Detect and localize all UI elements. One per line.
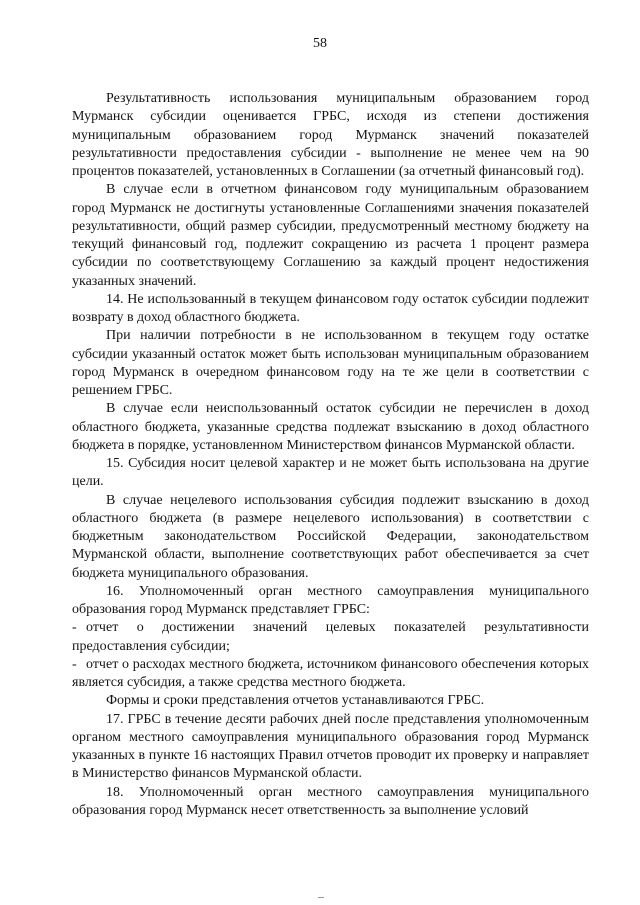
list-item-text: отчет о расходах местного бюджета, источником финансового обеспечения которых является субсидия, а также средства местного бюджета. [72, 656, 589, 690]
document-body [72, 90, 589, 820]
paragraph-report-forms: Формы и сроки представления отчетов устанавливаются ГРБС. [106, 693, 485, 709]
list-dash: - [72, 620, 77, 636]
list-item-indicators-report [72, 619, 589, 656]
scan-mark [318, 897, 324, 898]
paragraph-16-reporting: 16. Уполномоченный орган местного самоуправления муниципального образования город Мурманск представляет ГРБС: [72, 583, 589, 617]
paragraph-subsidy-reduction: В случае если в отчетном финансовом году муниципальным образованием город Мурманск не достигнуты установленные Соглашениями значения показателей результативности, общий размер субсидии, предусмотренный местному бюджету на текущий финансовый год, подлежит сокращению из расчета 1 процент размера субсидии по соответствующему Соглашению за каждый процент недостижения указанных значений. [72, 182, 589, 289]
page-number: 58 [313, 36, 327, 51]
paragraph-balance-reuse: При наличии потребности в не использованном в текущем году остатке субсидии указанный остаток может быть использован муниципальным образованием город Мурманск в очередном финансовом году на те же цели в соответствии с решением ГРБС. [72, 328, 589, 398]
list-item-text: отчет о достижении значений целевых показателей результативности предоставления субсидии; [72, 620, 589, 654]
list-dash: - [72, 656, 77, 672]
paragraph-balance-recovery: В случае если неиспользованный остаток субсидии не перечислен в доход областного бюджета, указанные средства подлежат взысканию в доход областного бюджета в порядке, установленном Министерством финансов Мурманской области. [72, 401, 589, 453]
paragraph-18-responsibility: 18. Уполномоченный орган местного самоуправления муниципального образования город Мурманск несет ответственность за выполнение условий [72, 784, 589, 818]
list-item-expenses-report [72, 656, 589, 693]
paragraph-effectiveness-assessment: Результативность использования муниципальным образованием город Мурманск субсидии оценивается ГРБС, исходя из степени достижения муниципальным образованием город Мурманск значений показателей результативности предоставления субсидии - выполнение не менее чем на 90 процентов показателей, установленных в Соглашении (за отчетный финансовый год). [72, 91, 589, 179]
paragraph-14-unused-balance: 14. Не использованный в текущем финансовом году остаток субсидии подлежит возврату в доход областного бюджета. [72, 291, 589, 325]
paragraph-17-report-review: 17. ГРБС в течение десяти рабочих дней после представления уполномоченным органом местного самоуправления муниципального образования город Мурманск указанных в пункте 16 настоящих Правил отчетов проводит их проверку и направляет в Министерство финансов Мурманской области. [72, 711, 589, 782]
paragraph-misuse-recovery: В случае нецелевого использования субсидия подлежит взысканию в доход областного бюджета (в размере нецелевого использования) в соответствии с бюджетным законодательством Российской Федерации, законодательством Мурманской области, выполнение соответствующих работ обеспечивается за счет бюджета муниципального образования. [72, 492, 589, 581]
paragraph-15-targeted-nature: 15. Субсидия носит целевой характер и не может быть использована на другие цели. [72, 456, 589, 490]
